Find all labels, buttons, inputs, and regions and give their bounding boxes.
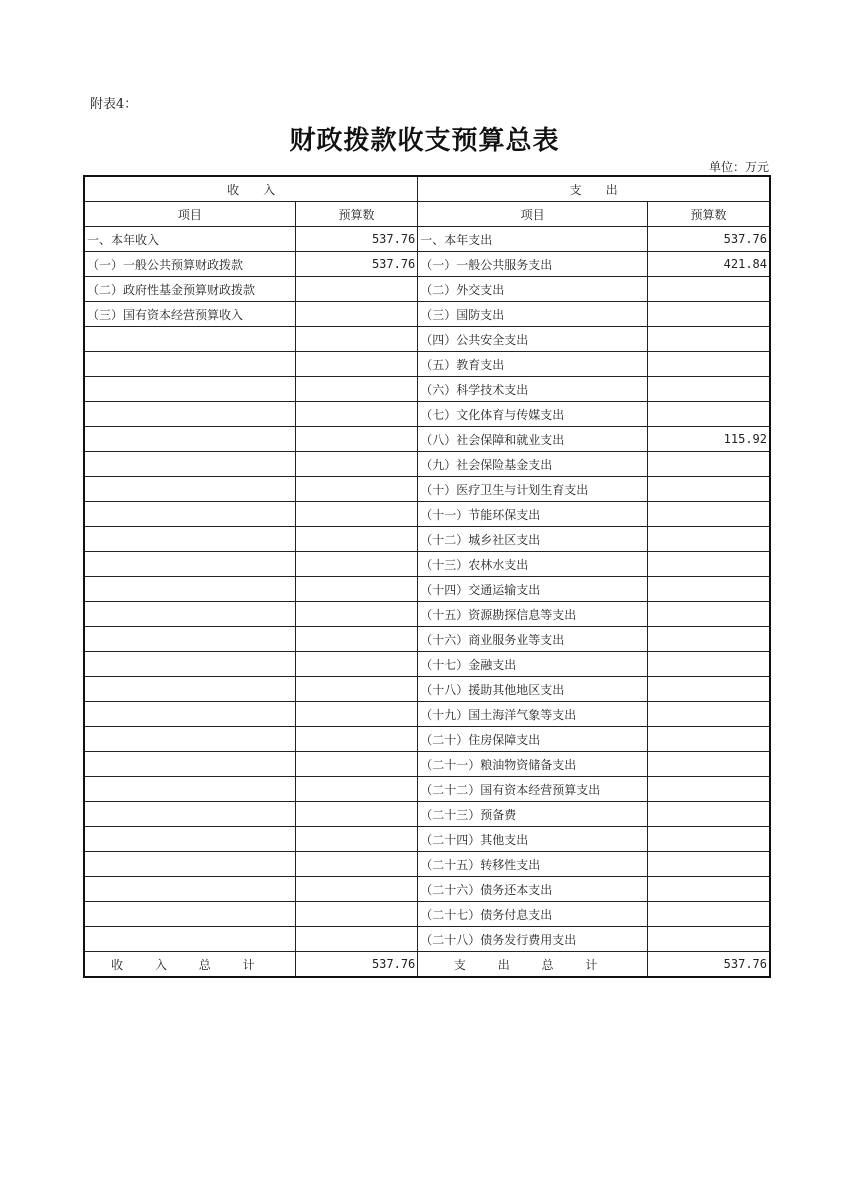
expense-item-cell: （一）一般公共服务支出 [418, 252, 648, 277]
income-value-cell [295, 852, 418, 877]
expense-value-cell [647, 277, 770, 302]
income-item-cell [84, 627, 295, 652]
expense-value-cell [647, 702, 770, 727]
expense-item-cell: （二）外交支出 [418, 277, 648, 302]
table-row [84, 827, 770, 852]
table-row [84, 352, 770, 377]
table-row [84, 502, 770, 527]
expense-item-cell: （十二）城乡社区支出 [418, 527, 648, 552]
table-row [84, 602, 770, 627]
expense-total-label: 支 出 总 计 [418, 952, 648, 978]
expense-item-cell: （二十八）债务发行费用支出 [418, 927, 648, 952]
income-item-cell [84, 552, 295, 577]
income-item-cell [84, 827, 295, 852]
income-item-cell [84, 577, 295, 602]
expense-item-cell: （二十一）粮油物资储备支出 [418, 752, 648, 777]
income-item-cell [84, 877, 295, 902]
income-value-cell [295, 652, 418, 677]
expense-item-cell: （十八）援助其他地区支出 [418, 677, 648, 702]
income-value-cell [295, 902, 418, 927]
expense-item-cell: （十六）商业服务业等支出 [418, 627, 648, 652]
expense-item-cell: （五）教育支出 [418, 352, 648, 377]
income-value-cell: 537.76 [295, 227, 418, 252]
table-row [84, 777, 770, 802]
income-value-cell: 537.76 [295, 252, 418, 277]
expense-item-cell: （二十四）其他支出 [418, 827, 648, 852]
income-item-cell [84, 927, 295, 952]
table-row [84, 927, 770, 952]
expense-item-cell: （七）文化体育与传媒支出 [418, 402, 648, 427]
income-value-cell [295, 702, 418, 727]
table-row [84, 427, 770, 452]
table-row [84, 302, 770, 327]
income-value-cell [295, 327, 418, 352]
expense-item-cell: （二十三）预备费 [418, 802, 648, 827]
income-value-cell [295, 502, 418, 527]
income-item-cell [84, 902, 295, 927]
expense-item-cell: （二十六）债务还本支出 [418, 877, 648, 902]
table-row [84, 327, 770, 352]
income-item-cell [84, 652, 295, 677]
totals-row [84, 952, 770, 978]
expense-item-cell: （四）公共安全支出 [418, 327, 648, 352]
expense-value-cell: 421.84 [647, 252, 770, 277]
attachment-label: 附表4： [90, 97, 138, 112]
expense-value-cell [647, 902, 770, 927]
table-row [84, 702, 770, 727]
income-value-cell [295, 527, 418, 552]
income-item-cell [84, 777, 295, 802]
expense-value-cell [647, 377, 770, 402]
income-item-cell: 一、本年收入 [84, 227, 295, 252]
table-row [84, 902, 770, 927]
expense-value-cell [647, 577, 770, 602]
income-item-cell [84, 802, 295, 827]
expense-value-cell [647, 827, 770, 852]
table-row [84, 227, 770, 252]
income-item-cell [84, 852, 295, 877]
expense-value-cell [647, 477, 770, 502]
table-row [84, 277, 770, 302]
income-group-header: 收 入 [84, 176, 418, 202]
unit-label: 单位：万元 [708, 160, 769, 174]
income-item-cell [84, 477, 295, 502]
expense-item-header: 项目 [418, 202, 648, 227]
expense-value-cell [647, 552, 770, 577]
table-row [84, 252, 770, 277]
expense-item-cell: （十五）资源勘探信息等支出 [418, 602, 648, 627]
expense-value-cell [647, 302, 770, 327]
table-row [84, 727, 770, 752]
expense-item-cell: （二十七）债务付息支出 [418, 902, 648, 927]
expense-item-cell: （十七）金融支出 [418, 652, 648, 677]
income-item-cell [84, 352, 295, 377]
income-value-cell [295, 802, 418, 827]
expense-value-cell: 115.92 [647, 427, 770, 452]
income-item-cell [84, 452, 295, 477]
expense-value-cell [647, 677, 770, 702]
income-item-header: 项目 [84, 202, 295, 227]
expense-item-cell: （九）社会保险基金支出 [418, 452, 648, 477]
expense-budget-header: 预算数 [647, 202, 770, 227]
expense-item-cell: （二十五）转移性支出 [418, 852, 648, 877]
expense-value-cell [647, 327, 770, 352]
table-row [84, 377, 770, 402]
income-value-cell [295, 927, 418, 952]
expense-value-cell [647, 877, 770, 902]
income-item-cell [84, 727, 295, 752]
income-item-cell [84, 702, 295, 727]
expense-value-cell [647, 752, 770, 777]
income-item-cell [84, 527, 295, 552]
expense-value-cell [647, 852, 770, 877]
income-item-cell [84, 502, 295, 527]
table-row [84, 852, 770, 877]
income-value-cell [295, 277, 418, 302]
income-value-cell [295, 602, 418, 627]
expense-value-cell [647, 602, 770, 627]
income-item-cell: （三）国有资本经营预算收入 [84, 302, 295, 327]
income-value-cell [295, 677, 418, 702]
table-row [84, 677, 770, 702]
expense-value-cell [647, 527, 770, 552]
group-header-row [84, 176, 770, 202]
income-value-cell [295, 752, 418, 777]
expense-item-cell: （二十二）国有资本经营预算支出 [418, 777, 648, 802]
page-title: 财政拨款收支预算总表 [289, 126, 560, 156]
expense-item-cell: （二十）住房保障支出 [418, 727, 648, 752]
income-value-cell [295, 427, 418, 452]
expense-item-cell: （十三）农林水支出 [418, 552, 648, 577]
income-value-cell [295, 302, 418, 327]
table-row [84, 802, 770, 827]
expense-value-cell: 537.76 [647, 227, 770, 252]
expense-item-cell: （三）国防支出 [418, 302, 648, 327]
expense-value-cell [647, 402, 770, 427]
expense-item-cell: （十四）交通运输支出 [418, 577, 648, 602]
expense-item-cell: （八）社会保障和就业支出 [418, 427, 648, 452]
column-header-row [84, 202, 770, 227]
income-value-cell [295, 777, 418, 802]
table-row [84, 452, 770, 477]
budget-table [83, 175, 771, 978]
table-row [84, 877, 770, 902]
income-value-cell [295, 877, 418, 902]
expense-total-value: 537.76 [647, 952, 770, 978]
expense-value-cell [647, 502, 770, 527]
expense-value-cell [647, 927, 770, 952]
income-item-cell: （二）政府性基金预算财政拨款 [84, 277, 295, 302]
expense-value-cell [647, 652, 770, 677]
income-item-cell [84, 402, 295, 427]
table-row [84, 627, 770, 652]
income-value-cell [295, 552, 418, 577]
expense-item-cell: （十）医疗卫生与计划生育支出 [418, 477, 648, 502]
expense-item-cell: 一、本年支出 [418, 227, 648, 252]
expense-value-cell [647, 627, 770, 652]
income-budget-header: 预算数 [295, 202, 418, 227]
income-item-cell [84, 752, 295, 777]
income-item-cell [84, 377, 295, 402]
expense-value-cell [647, 777, 770, 802]
income-item-cell: （一）一般公共预算财政拨款 [84, 252, 295, 277]
table-row [84, 752, 770, 777]
table-row [84, 402, 770, 427]
income-value-cell [295, 352, 418, 377]
table-row [84, 552, 770, 577]
income-value-cell [295, 577, 418, 602]
expense-value-cell [647, 452, 770, 477]
income-total-value: 537.76 [295, 952, 418, 978]
income-total-label: 收 入 总 计 [84, 952, 295, 978]
expense-value-cell [647, 352, 770, 377]
table-row [84, 652, 770, 677]
income-value-cell [295, 477, 418, 502]
income-item-cell [84, 677, 295, 702]
expense-item-cell: （十一）节能环保支出 [418, 502, 648, 527]
income-item-cell [84, 602, 295, 627]
income-value-cell [295, 827, 418, 852]
expense-item-cell: （六）科学技术支出 [418, 377, 648, 402]
table-row [84, 527, 770, 552]
table-row [84, 477, 770, 502]
expense-value-cell [647, 802, 770, 827]
income-item-cell [84, 327, 295, 352]
expense-group-header: 支 出 [418, 176, 770, 202]
expense-item-cell: （十九）国土海洋气象等支出 [418, 702, 648, 727]
income-value-cell [295, 377, 418, 402]
income-value-cell [295, 627, 418, 652]
income-value-cell [295, 402, 418, 427]
income-value-cell [295, 727, 418, 752]
income-value-cell [295, 452, 418, 477]
expense-value-cell [647, 727, 770, 752]
table-row [84, 577, 770, 602]
income-item-cell [84, 427, 295, 452]
